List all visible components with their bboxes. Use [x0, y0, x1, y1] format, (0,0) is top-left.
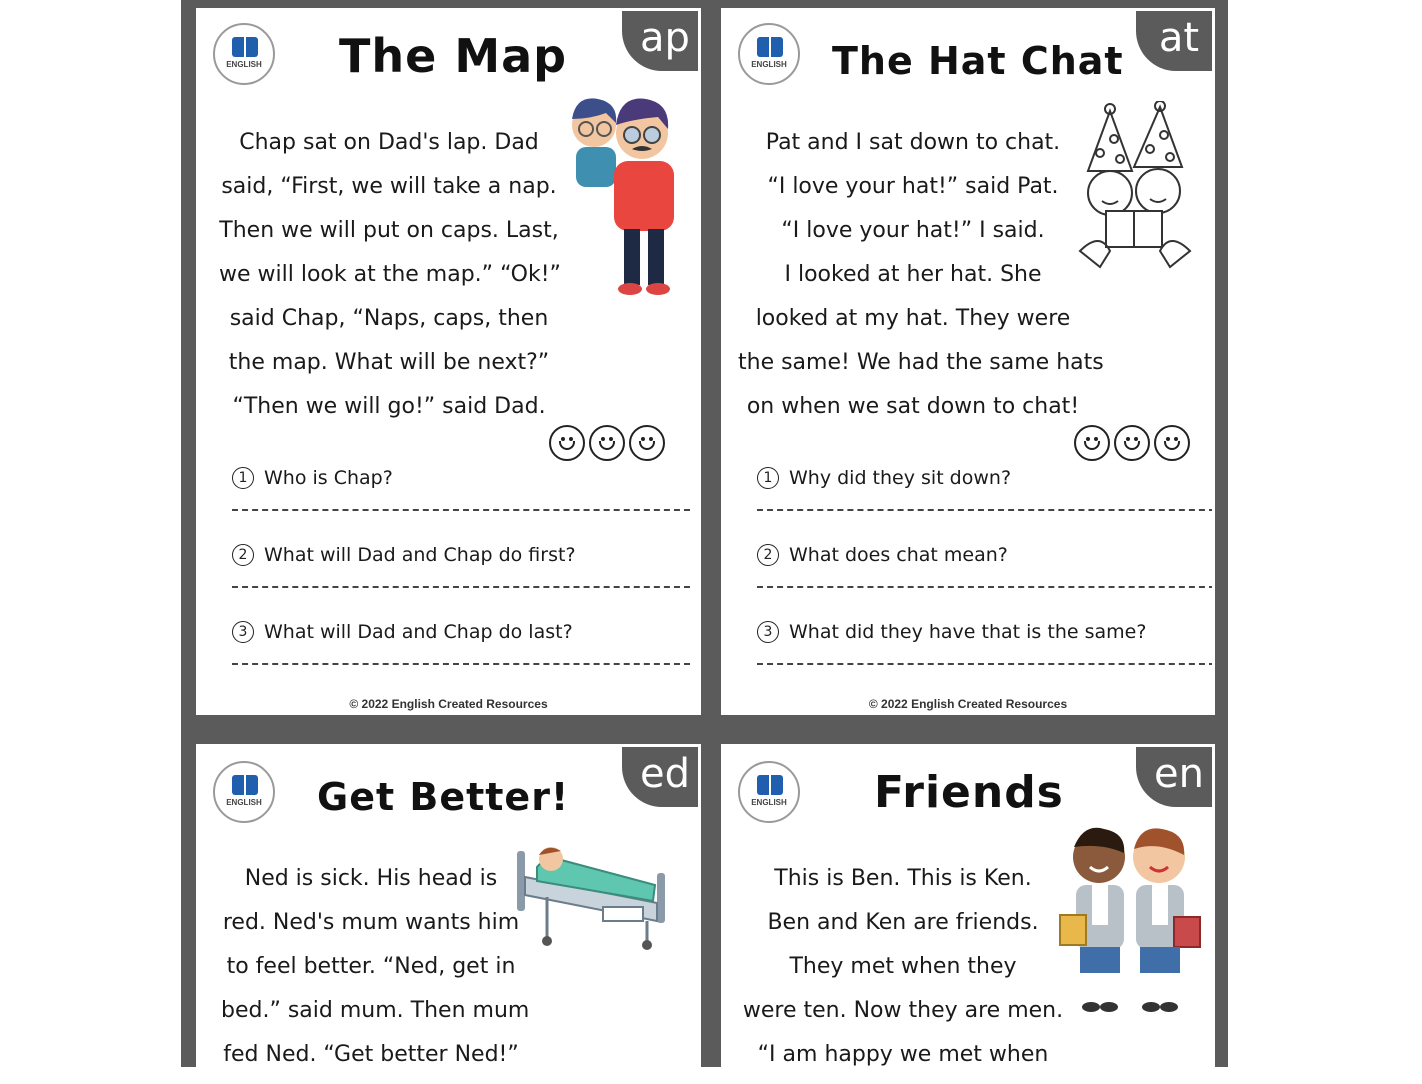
card-title: The Map [339, 29, 568, 83]
question-number: 3 [232, 621, 254, 643]
question-3 [757, 617, 1215, 665]
story-line: They met when they [789, 954, 1017, 979]
story-line: on when we sat down to chat! [746, 394, 1080, 419]
smiley-icon[interactable] [629, 425, 665, 461]
question-number: 3 [757, 621, 779, 643]
smiley-icon[interactable] [1114, 425, 1150, 461]
card-title: The Hat Chat [832, 39, 1124, 83]
story-line: red. Ned's mum wants him [222, 910, 520, 935]
story-text [738, 121, 1104, 429]
logo-icon [213, 23, 275, 85]
story-line: Ben and Ken are friends. [767, 910, 1039, 935]
story-line: I looked at her hat. She [784, 262, 1042, 287]
hospital-bed-icon [507, 837, 677, 955]
logo-text: ENGLISH [751, 798, 787, 807]
story-line: said, “First, we will take a nap. [221, 174, 557, 199]
logo-text: ENGLISH [226, 798, 262, 807]
logo-icon [738, 23, 800, 85]
father-and-son-icon [554, 89, 694, 301]
question-number: 1 [757, 467, 779, 489]
smiley-icon[interactable] [1074, 425, 1110, 461]
question-3 [232, 617, 692, 665]
answer-line[interactable] [757, 586, 1215, 588]
card-the-map [196, 8, 701, 715]
logo-icon [213, 761, 275, 823]
logo-icon [738, 761, 800, 823]
reading-smileys [549, 425, 665, 461]
answer-line[interactable] [757, 509, 1215, 511]
phonics-tag: en [1136, 745, 1214, 807]
story-line: said Chap, “Naps, caps, then [229, 306, 549, 331]
question-1 [232, 463, 692, 511]
story-line: the same! We had the same hats [738, 350, 1104, 375]
answer-line[interactable] [757, 663, 1215, 665]
answer-line[interactable] [232, 586, 690, 588]
two-friends-icon [1054, 819, 1204, 1019]
question-number: 2 [232, 544, 254, 566]
story-text [221, 857, 530, 1077]
story-line: “I love your hat!” I said. [781, 218, 1045, 243]
question-text: What did they have that is the same? [789, 621, 1147, 643]
question-text: Who is Chap? [264, 467, 393, 489]
story-line: we will look at the map.” “Ok!” [219, 262, 561, 287]
story-line: “I am happy we met when [757, 1042, 1049, 1067]
card-get-better [196, 744, 701, 1084]
question-text: What will Dad and Chap do last? [264, 621, 573, 643]
story-line: were ten. Now they are men. [742, 998, 1064, 1023]
copyright-text: © 2022 English Created Resources [868, 697, 1068, 711]
story-line: to feel better. “Ned, get in [226, 954, 516, 979]
story-line: “I love your hat!” said Pat. [767, 174, 1059, 199]
question-text: What will Dad and Chap do first? [264, 544, 576, 566]
question-2 [757, 540, 1215, 588]
answer-line[interactable] [232, 509, 690, 511]
story-line: Chap sat on Dad's lap. Dad [239, 130, 539, 155]
reading-smileys [1074, 425, 1190, 461]
story-text [738, 857, 1068, 1077]
story-line: bed.” said mum. Then mum [221, 998, 530, 1023]
story-line: Pat and I sat down to chat. [765, 130, 1061, 155]
story-line: This is Ben. This is Ken. [774, 866, 1032, 891]
worksheet-sheet [181, 0, 1228, 1067]
question-number: 2 [757, 544, 779, 566]
question-text: Why did they sit down? [789, 467, 1012, 489]
story-line: Then we will put on caps. Last, [219, 218, 559, 243]
party-hat-kids-icon [1070, 101, 1200, 273]
phonics-tag: at [1136, 9, 1214, 71]
logo-text: ENGLISH [226, 60, 262, 69]
answer-line[interactable] [232, 663, 690, 665]
story-line: fed Ned. “Get better Ned!” [223, 1042, 519, 1067]
phonics-tag: ap [622, 9, 700, 71]
card-title: Get Better! [317, 775, 570, 819]
question-1 [757, 463, 1215, 511]
question-text: What does chat mean? [789, 544, 1008, 566]
card-friends [721, 744, 1215, 1084]
story-line: looked at my hat. They were [755, 306, 1071, 331]
story-line: the map. What will be next?” [228, 350, 550, 375]
logo-text: ENGLISH [751, 60, 787, 69]
question-number: 1 [232, 467, 254, 489]
phonics-tag: ed [622, 745, 700, 807]
story-text [219, 121, 559, 429]
smiley-icon[interactable] [589, 425, 625, 461]
story-line: Ned is sick. His head is [244, 866, 498, 891]
smiley-icon[interactable] [549, 425, 585, 461]
question-2 [232, 540, 692, 588]
copyright-text: © 2022 English Created Resources [349, 697, 548, 711]
card-the-hat-chat [721, 8, 1215, 715]
card-title: Friends [874, 767, 1064, 818]
story-line: “Then we will go!” said Dad. [232, 394, 546, 419]
smiley-icon[interactable] [1154, 425, 1190, 461]
